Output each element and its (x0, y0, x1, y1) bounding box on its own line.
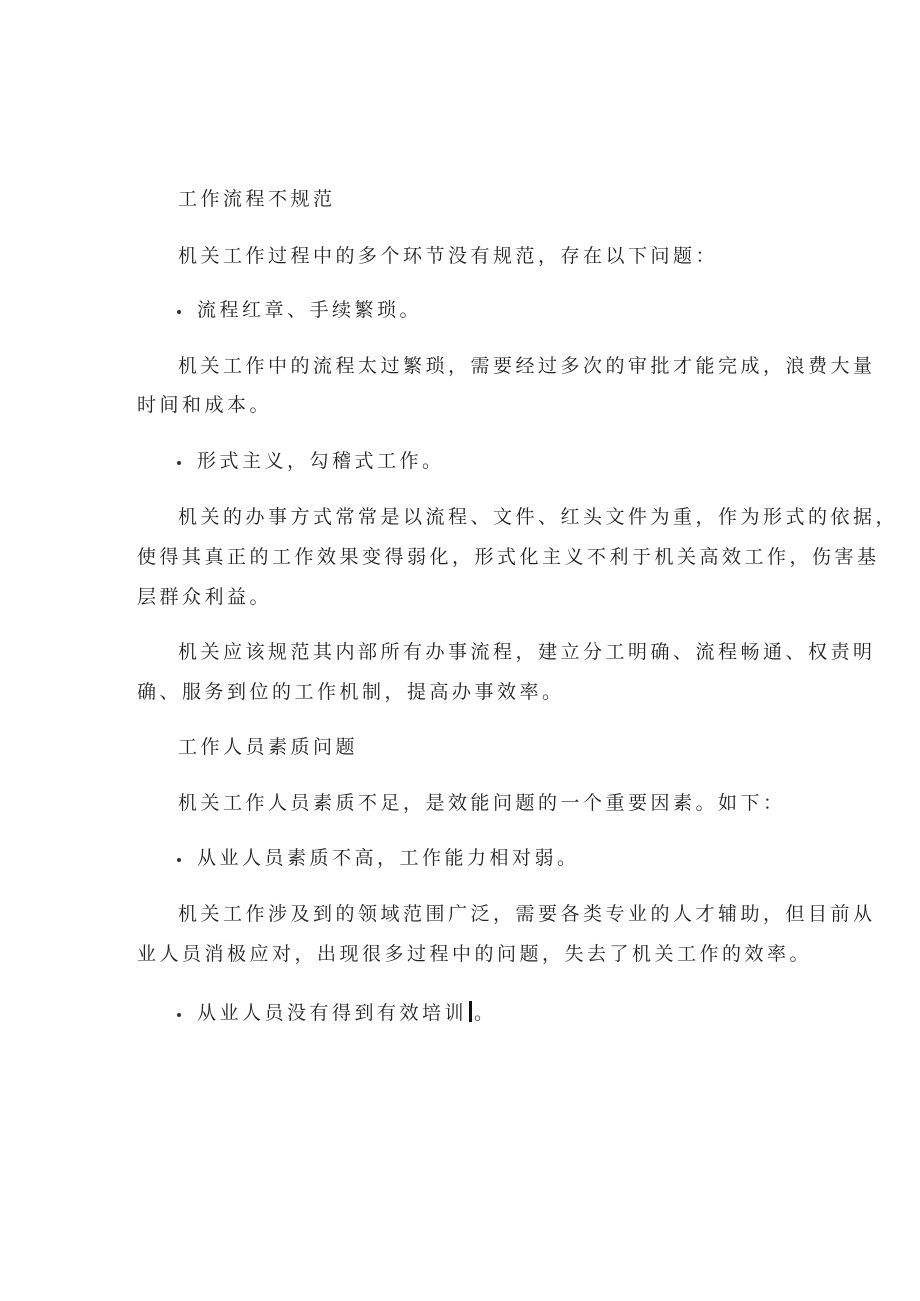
section-heading: 工作流程不规范 (178, 188, 336, 210)
bullet-dot (177, 461, 181, 465)
bullet-dot (177, 1013, 181, 1017)
bullet-dot (177, 858, 181, 862)
paragraph-line: 业人员消极应对，出现很多过程中的问题，失去了机关工作的效率。 (137, 943, 813, 965)
paragraph-line: 时间和成本。 (137, 394, 273, 416)
paragraph-line: 使得其真正的工作效果变得弱化，形式化主义不利于机关高效工作，伤害基 (137, 546, 880, 568)
paragraph-line: 机关工作中的流程太过繁琐，需要经过多次的审批才能完成，浪费大量 (178, 355, 876, 377)
paragraph-line: 机关工作过程中的多个环节没有规范，存在以下问题： (178, 245, 719, 267)
bullet-item-punct: 。 (474, 1002, 497, 1024)
paragraph-line: 层群众利益。 (137, 586, 273, 608)
bullet-item: 形式主义，勾稽式工作。 (197, 450, 445, 472)
paragraph-line: 机关的办事方式常常是以流程、文件、红头文件为重，作为形式的依据， (178, 506, 899, 528)
paragraph-line: 机关工作涉及到的领域范围广泛，需要各类专业的人才辅助，但目前从 (178, 903, 876, 925)
bullet-item: 流程红章、手续繁琐。 (197, 299, 423, 321)
bullet-dot (177, 310, 181, 314)
bullet-item (197, 1001, 497, 1025)
paragraph-line: 机关应该规范其内部所有办事流程，建立分工明确、流程畅通、权责明 (178, 641, 876, 663)
text-cursor-mark (469, 1001, 472, 1022)
paragraph-line: 机关工作人员素质不足，是效能问题的一个重要因素。如下： (178, 792, 786, 814)
bullet-item-text: 从业人员没有得到有效培训 (197, 1002, 468, 1024)
paragraph-line: 确、服务到位的工作机制，提高办事效率。 (137, 681, 565, 703)
bullet-item: 从业人员素质不高，工作能力相对弱。 (197, 847, 580, 869)
section-heading: 工作人员素质问题 (178, 736, 359, 758)
